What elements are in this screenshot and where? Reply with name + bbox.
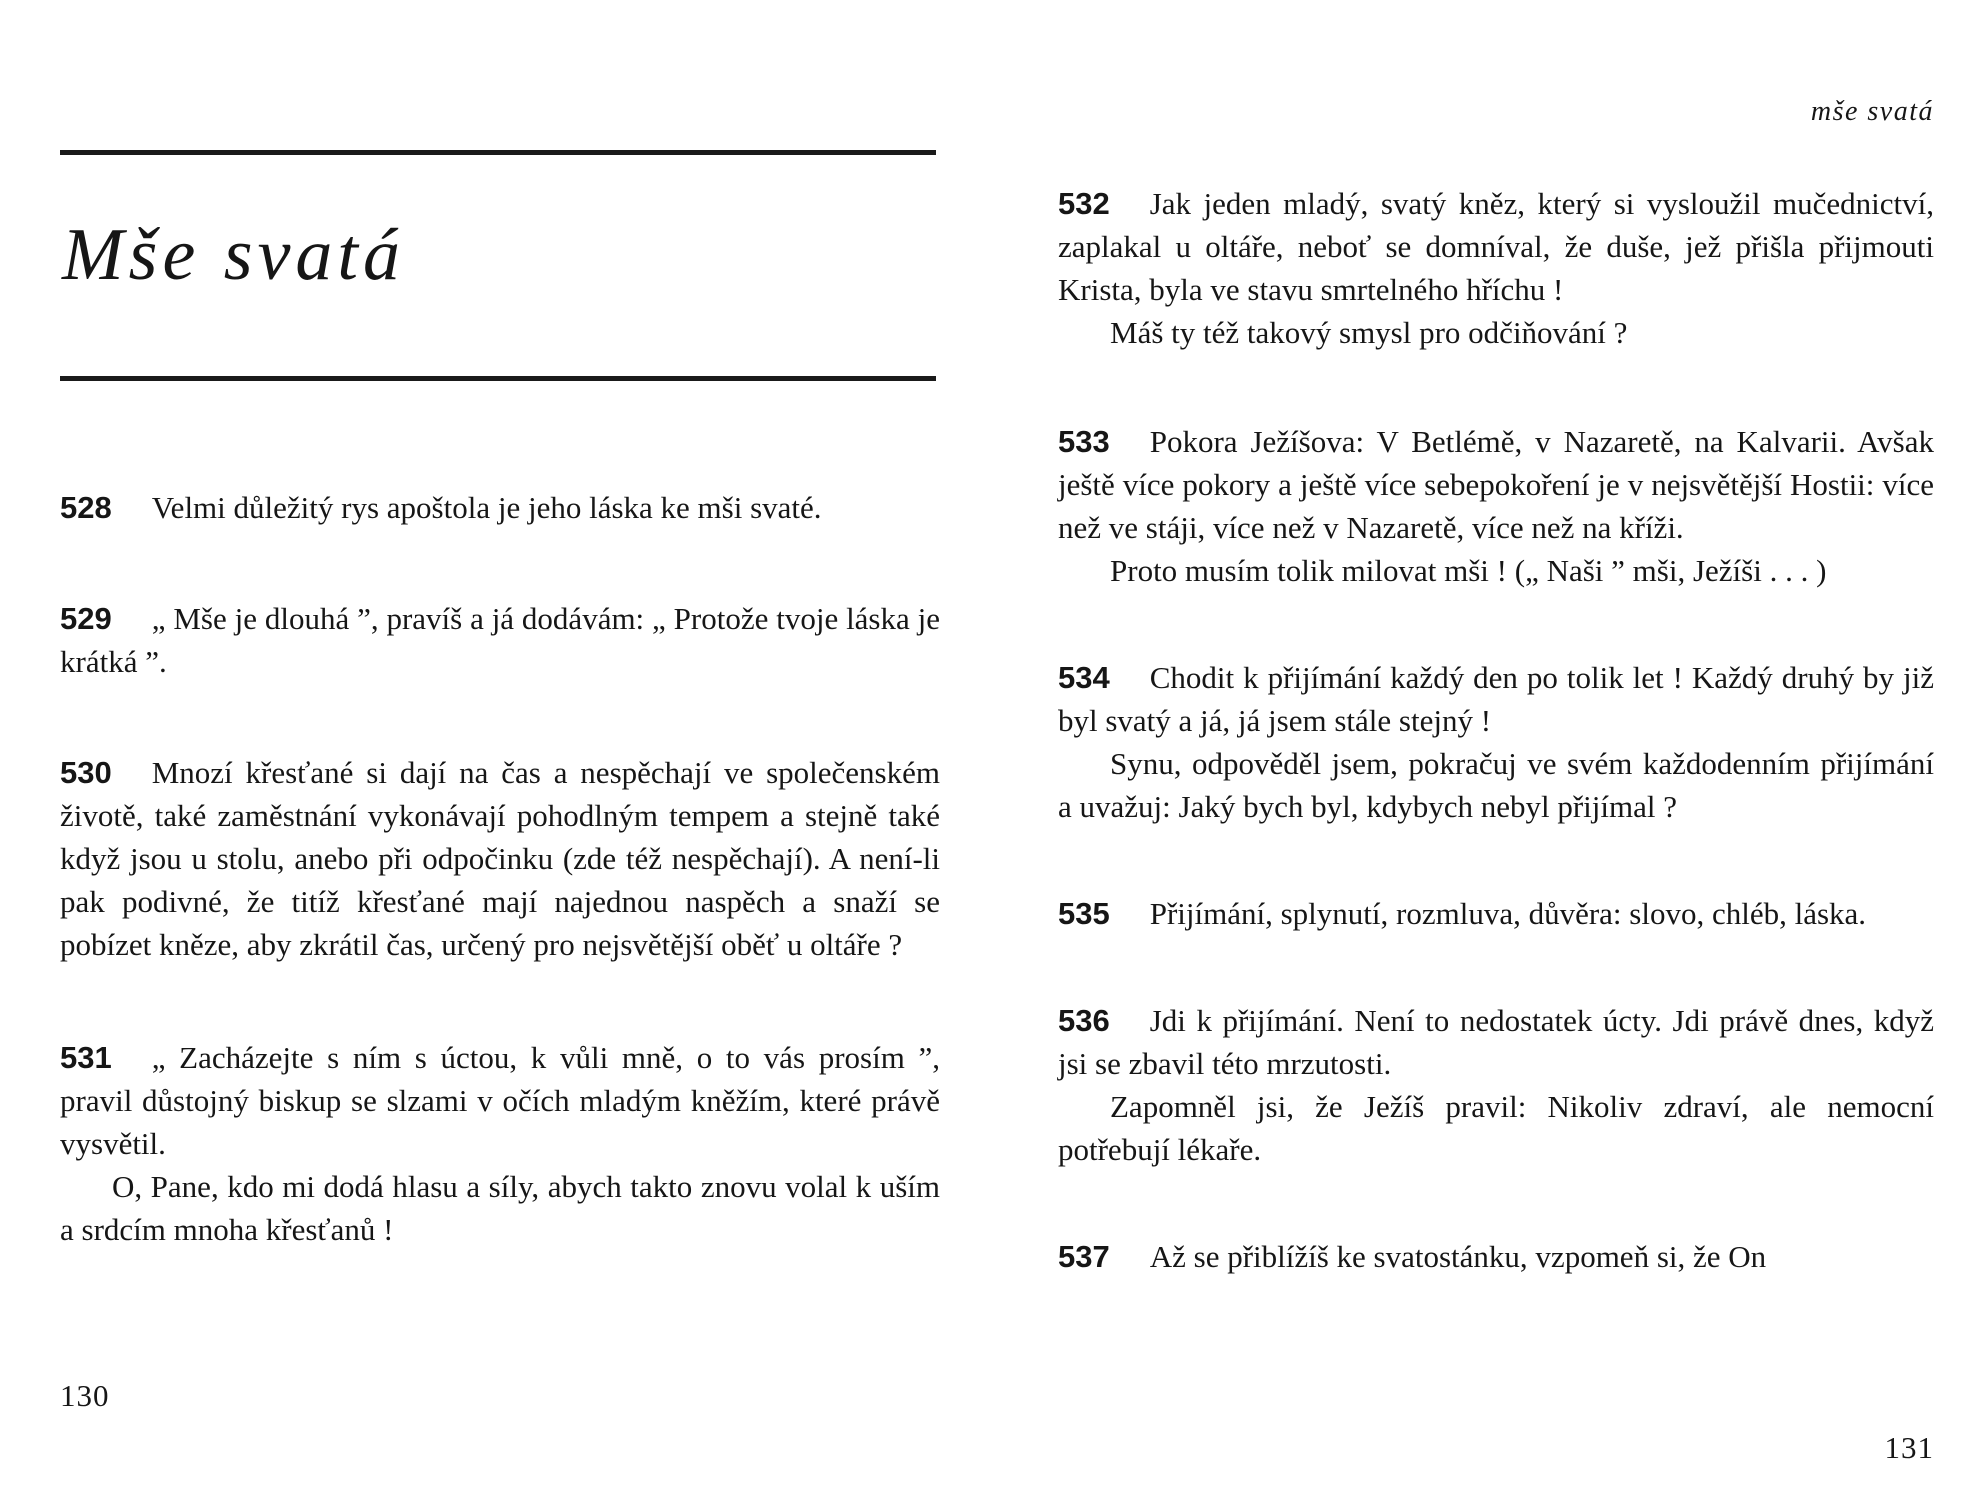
entry-535: [1058, 892, 1934, 935]
entry-number: 533: [1058, 424, 1110, 459]
right-page: [1058, 0, 1934, 1500]
left-page: [60, 0, 940, 1500]
entry-529: [60, 597, 940, 683]
chapter-title: Mše svatá: [62, 214, 405, 296]
entry-number: 530: [60, 755, 112, 790]
running-head: mše svatá: [1810, 96, 1934, 127]
entry-paragraph: [1058, 892, 1934, 935]
entry-text: Jak jeden mladý, svatý kněz, který si vysloužil mučednictví, zaplakal u oltáře, neboť se domníval, že duše, jež přišla přijmouti Krista, byla ve stavu smrtelného hříchu !: [1058, 186, 1934, 307]
entry-text: Jdi k přijímání. Není to nedostatek úcty. Jdi právě dnes, když jsi se zbavil této mrzutosti.: [1058, 1003, 1934, 1081]
entry-number: 534: [1058, 660, 1110, 695]
entry-537: [1058, 1235, 1934, 1278]
page-number-left: 130: [60, 1378, 110, 1413]
entry-number: 537: [1058, 1239, 1110, 1274]
entry-531: [60, 1036, 940, 1251]
entry-number: 532: [1058, 186, 1110, 221]
entry-paragraph: [1058, 182, 1934, 311]
entry-text: „ Zacházejte s ním s úctou, k vůli mně, o to vás prosím ”, pravil důstojný biskup se slzami v očích mladým kněžím, které právě vysvětil.: [60, 1040, 940, 1161]
entry-number: 531: [60, 1040, 112, 1075]
page-number-right: 131: [1884, 1430, 1934, 1465]
entry-paragraph-continued: Zapomněl jsi, že Ježíš pravil: Nikoliv zdraví, ale nemocní potřebují lékaře.: [1058, 1089, 1934, 1167]
entry-533: [1058, 420, 1934, 592]
entry-number: 528: [60, 490, 112, 525]
entry-paragraph: [1058, 420, 1934, 549]
entry-number: 536: [1058, 1003, 1110, 1038]
entry-534: [1058, 656, 1934, 828]
entry-text: Velmi důležitý rys apoštola je jeho láska ke mši svaté.: [151, 490, 822, 525]
entry-text: Mnozí křesťané si dají na čas a nespěchají ve společenském životě, také zaměstnání vykonávají pohodlným tempem a stejně také když jsou u stolu, anebo při odpočinku (zde též nespěchají). A není-li pak podivné, že titíž křesťané mají najednou naspěch a snaží se pobízet kněze, aby zkrátil čas, určený pro nejsvětější oběť u oltáře ?: [60, 755, 940, 962]
entry-text: Pokora Ježíšova: V Betlémě, v Nazaretě, na Kalvarii. Avšak ještě více pokory a ještě více sebepokoření je v nejsvětější Hostii: více než ve stáji, více než v Nazaretě, více než na kříži.: [1058, 424, 1934, 545]
entry-paragraph: [60, 751, 940, 966]
entry-paragraph: [1058, 1235, 1934, 1278]
entry-paragraph-continued: Máš ty též takový smysl pro odčiňování ?: [1110, 315, 1628, 350]
entry-530: [60, 751, 940, 966]
right-entries: [1058, 182, 1934, 1278]
entry-532: [1058, 182, 1934, 354]
entry-paragraph: [60, 597, 940, 683]
entry-text: Chodit k přijímání každý den po tolik let ! Každý druhý by již byl svatý a já, já jsem stále stejný !: [1058, 660, 1934, 738]
left-entries: [60, 486, 940, 1251]
chapter-rule-top: [60, 150, 936, 155]
entry-text: Přijímání, splynutí, rozmluva, důvěra: slovo, chléb, láska.: [1149, 896, 1867, 931]
entry-paragraph-continued: Proto musím tolik milovat mši ! („ Naši ” mši, Ježíši . . . ): [1110, 553, 1827, 588]
entry-528: [60, 486, 940, 529]
entry-paragraph-continued: O, Pane, kdo mi dodá hlasu a síly, abych takto znovu volal k uším a srdcím mnoha křesťanů !: [60, 1169, 940, 1247]
entry-paragraph: [1058, 656, 1934, 742]
entry-paragraph-continued: Synu, odpověděl jsem, pokračuj ve svém každodenním přijímání a uvažuj: Jaký bych byl, kdybych nebyl přijímal ?: [1058, 746, 1934, 824]
chapter-rule-bottom: [60, 376, 936, 381]
entry-paragraph: [60, 486, 940, 529]
entry-number: 529: [60, 601, 112, 636]
entry-536: [1058, 999, 1934, 1171]
entry-number: 535: [1058, 896, 1110, 931]
entry-text: „ Mše je dlouhá ”, pravíš a já dodávám: „ Protože tvoje láska je krátká ”.: [60, 601, 940, 679]
entry-paragraph: [1058, 999, 1934, 1085]
entry-text: Až se přiblížíš ke svatostánku, vzpomeň si, že On: [1149, 1239, 1767, 1274]
entry-paragraph: [60, 1036, 940, 1165]
